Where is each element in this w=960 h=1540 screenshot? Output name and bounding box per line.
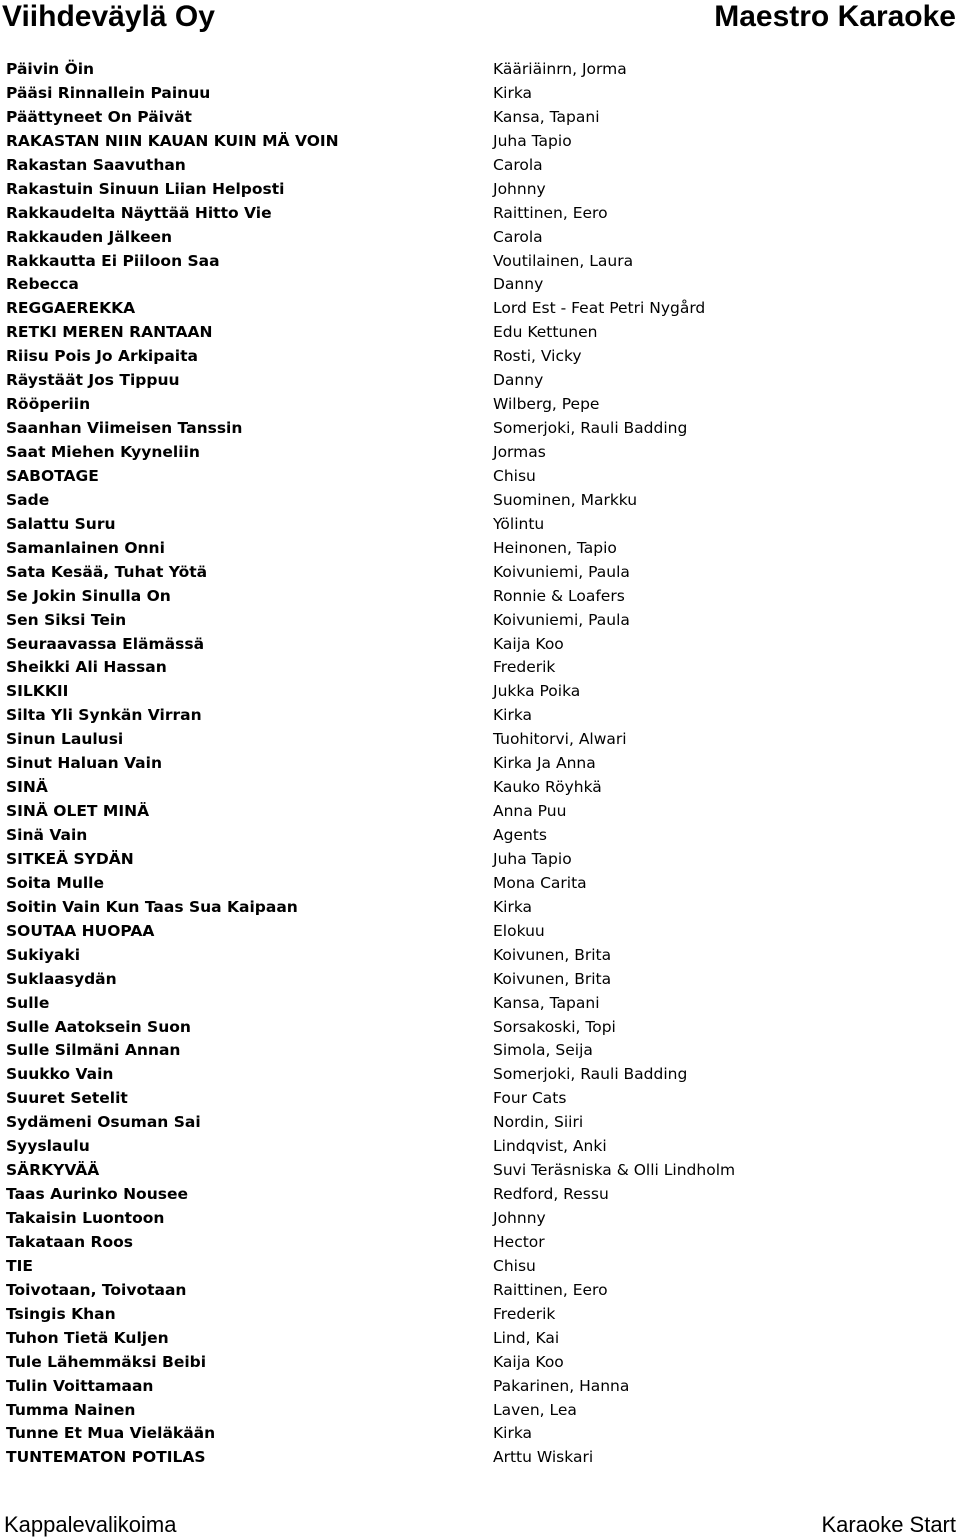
song-artist: Koivunen, Brita — [493, 969, 612, 988]
song-title: Rakkaudelta Näyttää Hitto Vie — [6, 203, 272, 222]
song-artist: Jukka Poika — [493, 682, 581, 701]
song-row — [0, 82, 960, 106]
song-row — [0, 1207, 960, 1231]
song-row — [0, 1399, 960, 1423]
song-artist: Kääriäinrn, Jorma — [493, 60, 627, 78]
song-artist: Laven, Lea — [493, 1400, 577, 1419]
song-artist: Nordin, Siiri — [493, 1113, 584, 1132]
song-artist: Agents — [493, 826, 547, 844]
brand-title: Maestro Karaoke — [714, 0, 956, 33]
song-row — [0, 1327, 960, 1351]
song-artist: Koivunen, Brita — [493, 945, 612, 964]
song-row — [0, 537, 960, 561]
song-artist: Carola — [493, 227, 543, 246]
song-artist: Four Cats — [493, 1089, 567, 1108]
song-title: REGGAEREKKA — [6, 299, 136, 318]
song-row — [0, 992, 960, 1016]
song-artist: Lind, Kai — [493, 1328, 560, 1347]
song-row — [0, 273, 960, 297]
song-artist: Juha Tapio — [493, 849, 572, 868]
song-title: Suukko Vain — [6, 1065, 114, 1084]
song-row — [0, 1231, 960, 1255]
song-row — [0, 202, 960, 226]
song-title: Sulle Silmäni Annan — [6, 1041, 181, 1060]
song-row — [0, 106, 960, 130]
song-artist: Tuohitorvi, Alwari — [493, 730, 627, 749]
song-artist: Kauko Röyhkä — [493, 778, 602, 797]
song-row — [0, 1279, 960, 1303]
song-row — [0, 1063, 960, 1087]
song-title: Rebecca — [6, 275, 79, 294]
song-title: Tuhon Tietä Kuljen — [6, 1328, 169, 1347]
song-artist: Heinonen, Tapio — [493, 538, 617, 557]
song-row — [0, 704, 960, 728]
song-title: Rakkautta Ei Piiloon Saa — [6, 251, 220, 270]
song-artist: Lord Est - Feat Petri Nygård — [493, 299, 706, 318]
song-title: Samanlainen Onni — [6, 538, 165, 557]
song-row — [0, 656, 960, 680]
song-title: RETKI MEREN RANTAAN — [6, 323, 213, 342]
song-row — [0, 417, 960, 441]
song-artist: Kirka — [493, 706, 533, 725]
song-row — [0, 441, 960, 465]
song-artist: Lindqvist, Anki — [493, 1137, 607, 1156]
company-title: Viihdeväylä Oy — [2, 0, 215, 33]
song-row — [0, 58, 960, 82]
song-title: Räystäät Jos Tippuu — [6, 371, 180, 390]
song-row — [0, 1087, 960, 1111]
song-row — [0, 1255, 960, 1279]
song-title: Rakastuin Sinuun Liian Helposti — [6, 179, 285, 198]
song-artist: Koivuniemi, Paula — [493, 610, 630, 629]
song-artist: Kansa, Tapani — [493, 107, 600, 126]
song-row — [0, 728, 960, 752]
song-title: Saat Miehen Kyyneliin — [6, 443, 200, 461]
song-title: Suuret Setelit — [6, 1089, 128, 1108]
song-title: Sata Kesää, Tuhat Yötä — [6, 562, 208, 581]
song-title: Sen Siksi Tein — [6, 610, 127, 629]
song-title: Päättyneet On Päivät — [6, 107, 192, 126]
catalog-label: Kappalevalikoima — [4, 1512, 177, 1537]
song-artist: Raittinen, Eero — [493, 1280, 608, 1299]
song-artist: Frederik — [493, 1304, 556, 1323]
song-row — [0, 1422, 960, 1446]
song-row — [0, 752, 960, 776]
song-artist: Danny — [493, 371, 544, 390]
song-row — [0, 369, 960, 393]
song-artist: Wilberg, Pepe — [493, 395, 600, 414]
song-title: Sulle — [6, 993, 50, 1012]
song-artist: Mona Carita — [493, 873, 587, 892]
song-row — [0, 513, 960, 537]
song-artist: Sorsakoski, Topi — [493, 1017, 616, 1036]
song-artist: Yölintu — [493, 514, 545, 533]
song-row — [0, 776, 960, 800]
song-title: Saanhan Viimeisen Tanssin — [6, 419, 243, 438]
song-title: Takataan Roos — [6, 1232, 134, 1251]
song-title: Tulin Voittamaan — [6, 1376, 154, 1395]
song-title: TUNTEMATON POTILAS — [6, 1448, 206, 1467]
song-row — [0, 345, 960, 369]
song-artist: Ronnie & Loafers — [493, 586, 625, 605]
song-row — [0, 561, 960, 585]
song-row — [0, 1446, 960, 1470]
song-title: Päivin Öin — [6, 60, 95, 78]
song-list — [0, 58, 960, 1470]
song-title: Sinä Vain — [6, 826, 88, 844]
song-title: Pääsi Rinnallein Painuu — [6, 83, 211, 102]
song-artist: Anna Puu — [493, 802, 567, 821]
song-title: Sulle Aatoksein Suon — [6, 1017, 191, 1036]
song-row — [0, 968, 960, 992]
song-title: SINÄ — [6, 778, 48, 797]
song-artist: Suvi Teräsniska & Olli Lindholm — [493, 1161, 736, 1180]
song-row — [0, 1183, 960, 1207]
song-title: Salattu Suru — [6, 514, 116, 533]
song-title: SINÄ OLET MINÄ — [6, 802, 150, 821]
song-artist: Somerjoki, Rauli Badding — [493, 1065, 688, 1084]
song-row — [0, 250, 960, 274]
song-artist: Juha Tapio — [493, 131, 572, 150]
song-row — [0, 680, 960, 704]
song-row — [0, 1351, 960, 1375]
song-artist: Kirka — [493, 83, 533, 102]
song-row — [0, 465, 960, 489]
song-artist: Suominen, Markku — [493, 490, 638, 509]
song-title: SÄRKYVÄÄ — [6, 1161, 100, 1180]
song-title: Rakkauden Jälkeen — [6, 227, 173, 246]
song-title: Tsingis Khan — [6, 1304, 116, 1323]
song-row — [0, 1016, 960, 1040]
song-row — [0, 393, 960, 417]
song-title: Tumma Nainen — [6, 1400, 136, 1419]
song-row — [0, 1135, 960, 1159]
song-artist: Edu Kettunen — [493, 323, 598, 342]
song-row — [0, 609, 960, 633]
song-artist: Voutilainen, Laura — [493, 251, 634, 270]
song-artist: Kirka — [493, 897, 533, 916]
song-row — [0, 896, 960, 920]
song-artist: Johnny — [493, 1209, 546, 1227]
song-title: Sade — [6, 490, 50, 509]
song-artist: Elokuu — [493, 921, 545, 940]
song-title: Syyslaulu — [6, 1137, 90, 1156]
song-row — [0, 226, 960, 250]
song-row — [0, 800, 960, 824]
song-artist: Pakarinen, Hanna — [493, 1376, 630, 1395]
song-row — [0, 848, 960, 872]
song-row — [0, 1159, 960, 1183]
song-artist: Chisu — [493, 1256, 536, 1275]
song-artist: Frederik — [493, 658, 556, 677]
song-row — [0, 321, 960, 345]
song-title: Tunne Et Mua Vieläkään — [6, 1424, 216, 1443]
song-artist: Redford, Ressu — [493, 1185, 609, 1204]
song-row — [0, 1111, 960, 1135]
song-title: Rööperiin — [6, 395, 91, 414]
song-row — [0, 178, 960, 202]
song-artist: Simola, Seija — [493, 1041, 593, 1060]
song-title: Riisu Pois Jo Arkipaita — [6, 347, 198, 366]
song-title: Sinut Haluan Vain — [6, 754, 162, 773]
song-title: SOUTAA HUOPAA — [6, 921, 155, 940]
song-title: Soita Mulle — [6, 873, 104, 892]
song-artist: Kirka Ja Anna — [493, 754, 596, 773]
song-row — [0, 297, 960, 321]
song-title: SABOTAGE — [6, 466, 99, 485]
song-artist: Kaija Koo — [493, 634, 564, 653]
song-artist: Johnny — [493, 179, 546, 198]
song-row — [0, 1039, 960, 1063]
song-title: TIE — [6, 1256, 33, 1275]
song-title: Sydämeni Osuman Sai — [6, 1113, 201, 1132]
song-artist: Chisu — [493, 466, 536, 485]
song-artist: Raittinen, Eero — [493, 203, 608, 222]
song-title: Taas Aurinko Nousee — [6, 1185, 188, 1204]
song-artist: Jormas — [493, 443, 546, 461]
song-artist: Rosti, Vicky — [493, 347, 582, 366]
song-row — [0, 920, 960, 944]
song-title: SITKEÄ SYDÄN — [6, 849, 134, 868]
song-artist: Arttu Wiskari — [493, 1448, 594, 1467]
song-row — [0, 872, 960, 896]
song-artist: Carola — [493, 155, 543, 174]
song-artist: Hector — [493, 1232, 545, 1251]
song-artist: Kirka — [493, 1424, 533, 1443]
song-artist: Danny — [493, 275, 544, 294]
song-row — [0, 824, 960, 848]
song-title: Sukiyaki — [6, 945, 81, 964]
song-title: Tule Lähemmäksi Beibi — [6, 1352, 207, 1371]
song-title: Toivotaan, Toivotaan — [6, 1280, 187, 1299]
song-title: Suklaasydän — [6, 969, 117, 988]
song-title: Seuraavassa Elämässä — [6, 634, 205, 653]
song-row — [0, 489, 960, 513]
song-row — [0, 130, 960, 154]
product-label: Karaoke Start — [821, 1512, 956, 1537]
song-row — [0, 633, 960, 657]
song-row — [0, 1375, 960, 1399]
song-title: Takaisin Luontoon — [6, 1209, 165, 1227]
song-title: SILKKII — [6, 682, 69, 701]
song-artist: Kansa, Tapani — [493, 993, 600, 1012]
song-row — [0, 944, 960, 968]
song-title: Se Jokin Sinulla On — [6, 586, 171, 605]
song-title: RAKASTAN NIIN KAUAN KUIN MÄ VOIN — [6, 131, 339, 150]
song-row — [0, 585, 960, 609]
song-row — [0, 154, 960, 178]
song-artist: Somerjoki, Rauli Badding — [493, 419, 688, 438]
song-artist: Koivuniemi, Paula — [493, 562, 630, 581]
song-title: Rakastan Saavuthan — [6, 155, 186, 174]
song-title: Silta Yli Synkän Virran — [6, 706, 202, 725]
song-artist: Kaija Koo — [493, 1352, 564, 1371]
song-title: Sheikki Ali Hassan — [6, 658, 167, 677]
song-title: Sinun Laulusi — [6, 730, 124, 749]
song-row — [0, 1303, 960, 1327]
song-title: Soitin Vain Kun Taas Sua Kaipaan — [6, 897, 298, 916]
